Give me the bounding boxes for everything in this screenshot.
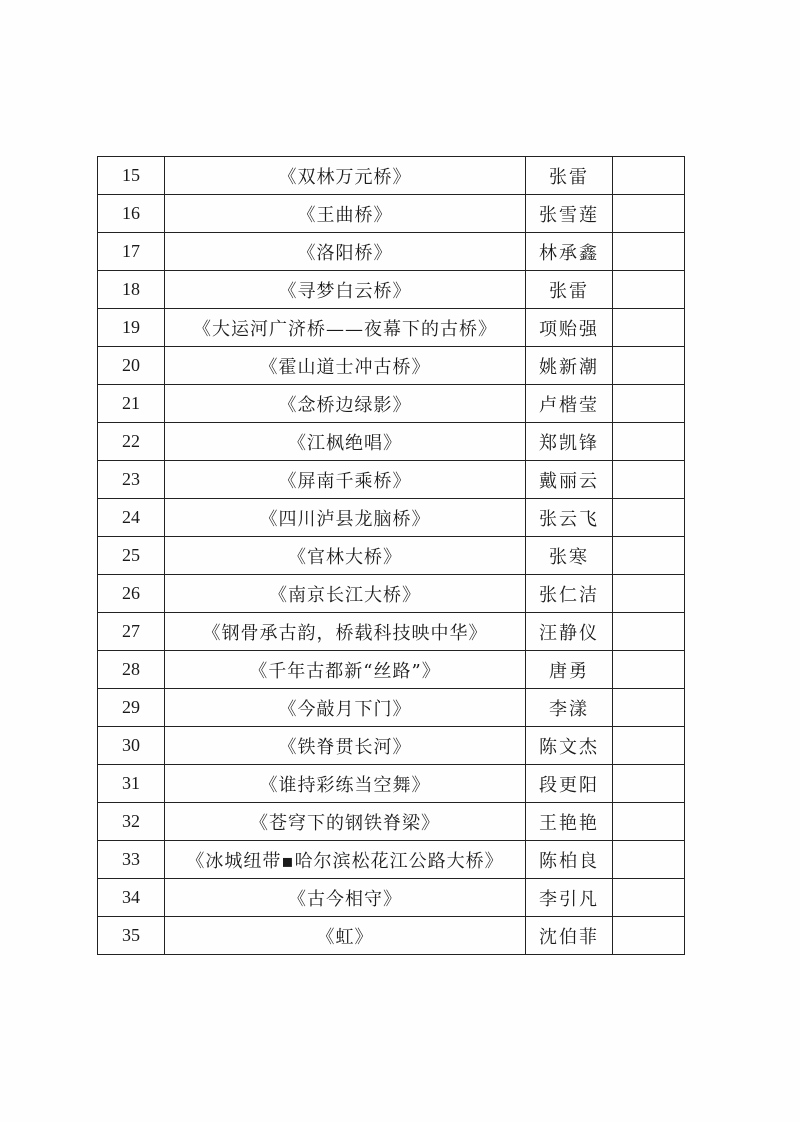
table-row	[98, 917, 685, 955]
entry-empty-cell	[613, 841, 685, 879]
table-row	[98, 385, 685, 423]
entry-number: 27	[98, 613, 165, 651]
entry-number: 16	[98, 195, 165, 233]
entry-author: 汪静仪	[526, 613, 613, 651]
table-row	[98, 803, 685, 841]
entry-empty-cell	[613, 765, 685, 803]
entry-author: 郑凯锋	[526, 423, 613, 461]
table-row	[98, 157, 685, 195]
table-row	[98, 765, 685, 803]
entries-table	[97, 156, 685, 955]
entry-empty-cell	[613, 651, 685, 689]
entry-title: 《铁脊贯长河》	[165, 727, 526, 765]
entry-number: 26	[98, 575, 165, 613]
table-row	[98, 499, 685, 537]
entry-empty-cell	[613, 499, 685, 537]
entry-author: 张云飞	[526, 499, 613, 537]
table-row	[98, 727, 685, 765]
table-row	[98, 841, 685, 879]
table-row	[98, 689, 685, 727]
entry-author: 张仁洁	[526, 575, 613, 613]
entry-empty-cell	[613, 727, 685, 765]
table-row	[98, 537, 685, 575]
entry-title: 《王曲桥》	[165, 195, 526, 233]
entry-title: 《今敲月下门》	[165, 689, 526, 727]
entry-title: 《千年古都新“丝路”》	[165, 651, 526, 689]
entry-empty-cell	[613, 461, 685, 499]
entry-title: 《念桥边绿影》	[165, 385, 526, 423]
entry-number: 23	[98, 461, 165, 499]
entry-author: 林承鑫	[526, 233, 613, 271]
entry-author: 沈伯菲	[526, 917, 613, 955]
entry-author: 张雷	[526, 157, 613, 195]
entry-title: 《双林万元桥》	[165, 157, 526, 195]
entry-empty-cell	[613, 423, 685, 461]
entry-number: 19	[98, 309, 165, 347]
entry-number: 35	[98, 917, 165, 955]
entry-number: 17	[98, 233, 165, 271]
entry-empty-cell	[613, 537, 685, 575]
entry-title: 《江枫绝唱》	[165, 423, 526, 461]
entry-number: 15	[98, 157, 165, 195]
entry-title: 《官林大桥》	[165, 537, 526, 575]
entry-empty-cell	[613, 271, 685, 309]
entry-title: 《谁持彩练当空舞》	[165, 765, 526, 803]
entry-author: 张雷	[526, 271, 613, 309]
entry-author: 唐勇	[526, 651, 613, 689]
entry-title: 《冰城纽带▪哈尔滨松花江公路大桥》	[165, 841, 526, 879]
entry-author: 卢楷莹	[526, 385, 613, 423]
entry-author: 项贻强	[526, 309, 613, 347]
table-row	[98, 309, 685, 347]
entry-author: 陈柏良	[526, 841, 613, 879]
entry-empty-cell	[613, 385, 685, 423]
table-row	[98, 613, 685, 651]
entry-empty-cell	[613, 917, 685, 955]
entry-title: 《洛阳桥》	[165, 233, 526, 271]
entry-empty-cell	[613, 689, 685, 727]
table-row	[98, 651, 685, 689]
table-row	[98, 879, 685, 917]
entry-empty-cell	[613, 347, 685, 385]
entry-title: 《苍穹下的钢铁脊梁》	[165, 803, 526, 841]
entry-number: 32	[98, 803, 165, 841]
entry-empty-cell	[613, 803, 685, 841]
entry-author: 姚新潮	[526, 347, 613, 385]
entry-author: 王艳艳	[526, 803, 613, 841]
entry-title: 《钢骨承古韵，桥载科技映中华》	[165, 613, 526, 651]
table-row	[98, 271, 685, 309]
table-row	[98, 195, 685, 233]
entry-empty-cell	[613, 613, 685, 651]
entry-empty-cell	[613, 879, 685, 917]
entry-author: 陈文杰	[526, 727, 613, 765]
entry-number: 28	[98, 651, 165, 689]
table-row	[98, 347, 685, 385]
entry-title: 《大运河广济桥——夜幕下的古桥》	[165, 309, 526, 347]
entry-number: 20	[98, 347, 165, 385]
entry-author: 李引凡	[526, 879, 613, 917]
entry-number: 18	[98, 271, 165, 309]
entry-author: 段更阳	[526, 765, 613, 803]
entry-empty-cell	[613, 309, 685, 347]
entry-title: 《古今相守》	[165, 879, 526, 917]
entry-title: 《霍山道士冲古桥》	[165, 347, 526, 385]
entry-number: 34	[98, 879, 165, 917]
table-row	[98, 233, 685, 271]
entry-title: 《南京长江大桥》	[165, 575, 526, 613]
table-row	[98, 575, 685, 613]
table-row	[98, 423, 685, 461]
entry-number: 24	[98, 499, 165, 537]
entry-title: 《四川泸县龙脑桥》	[165, 499, 526, 537]
entry-author: 李漾	[526, 689, 613, 727]
entry-author: 张寒	[526, 537, 613, 575]
entry-empty-cell	[613, 575, 685, 613]
entry-number: 31	[98, 765, 165, 803]
entry-number: 21	[98, 385, 165, 423]
entry-number: 29	[98, 689, 165, 727]
entry-empty-cell	[613, 233, 685, 271]
entry-empty-cell	[613, 157, 685, 195]
entry-empty-cell	[613, 195, 685, 233]
entry-number: 30	[98, 727, 165, 765]
entry-number: 25	[98, 537, 165, 575]
entry-author: 张雪莲	[526, 195, 613, 233]
entry-author: 戴丽云	[526, 461, 613, 499]
entry-title: 《屏南千乘桥》	[165, 461, 526, 499]
table-row	[98, 461, 685, 499]
entry-title: 《寻梦白云桥》	[165, 271, 526, 309]
entries-table-body	[98, 157, 685, 955]
entry-number: 33	[98, 841, 165, 879]
entry-number: 22	[98, 423, 165, 461]
entry-title: 《虹》	[165, 917, 526, 955]
